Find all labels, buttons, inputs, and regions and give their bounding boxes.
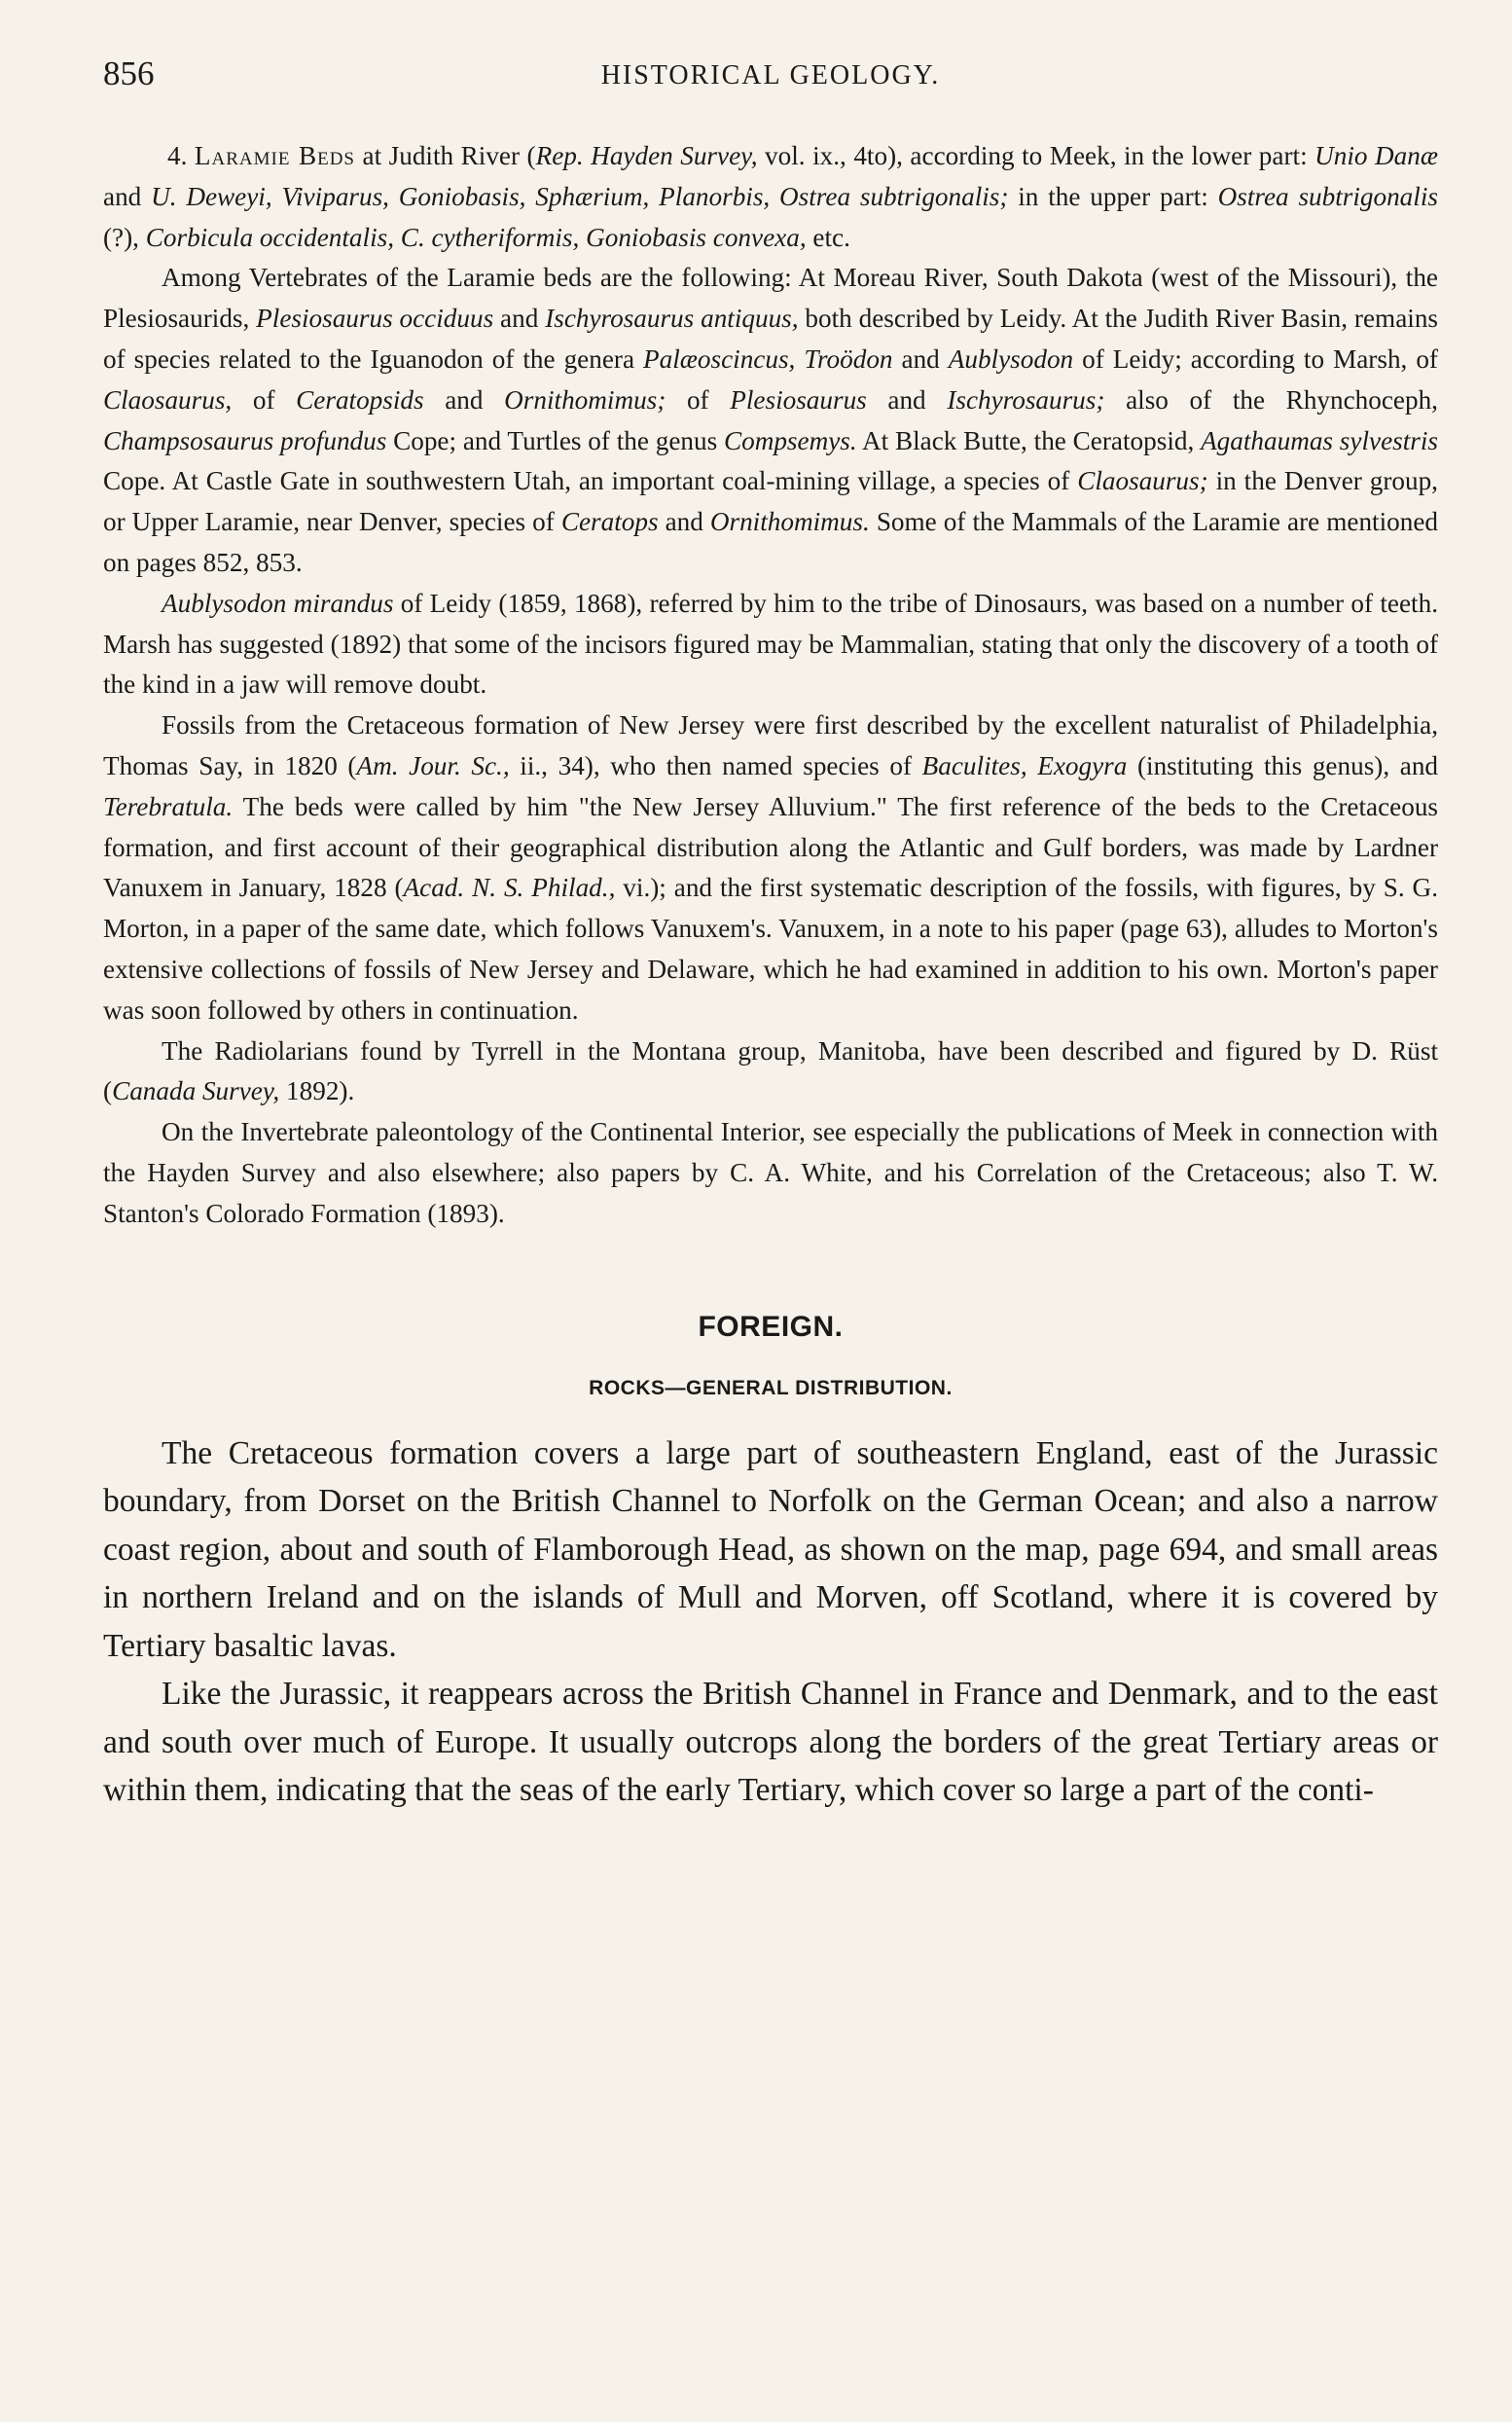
paragraph-aublysodon: Aublysodon mirandus of Leidy (1859, 1868), referred by him to the tribe of Dinosaurs, was based on a number of teeth. Marsh has suggested (1892) that some of the incisors figured may be Mammalian, stating that only the discovery of a tooth of the kind in a jaw will remove doubt.	[103, 588, 1438, 700]
paragraph-like-the-jurassic: Like the Jurassic, it reappears across the British Channel in France and Denmark, and to the east and south over much of Europe. It usually outcrops along the borders of the great Tertiary areas or within them, indicating that the seas of the early Tertiary, which cover so large a part of the conti-	[103, 1676, 1438, 1809]
section-heading: FOREIGN.	[698, 1310, 844, 1343]
subsection-heading: ROCKS—GENERAL DISTRIBUTION.	[589, 1376, 953, 1399]
page-number: 856	[103, 54, 155, 92]
running-head-title: HISTORICAL GEOLOGY.	[600, 60, 941, 90]
paragraph-vertebrates: Among Vertebrates of the Laramie beds are the following: At Moreau River, South Dakota (west of the Missouri), the Plesiosaurids, Plesiosaurus occiduus and Ischyrosaurus antiquus, both described by Leidy. At the Judith River Basin, remains of species related to the Iguanodon of the genera Palæoscincus, Troödon and Aublysodon of Leidy; according to Marsh, of Claosaurus, of Ceratopsids and Ornithomimus; of Plesiosaurus and Ischyrosaurus; also of the Rhynchoceph, Champsosaurus profundus Cope; and Turtles of the genus Compsemys. At Black Butte, the Ceratopsid, Agathaumas sylvestris Cope. At Castle Gate in southwestern Utah, an important coal-mining village, a species of Claosaurus; in the Denver group, or Upper Laramie, near Denver, species of Ceratops and Ornithomimus. Some of the Mammals of the Laramie are mentioned on pages 852, 853.	[103, 263, 1438, 577]
paragraph-invertebrate-paleontology: On the Invertebrate paleontology of the Continental Interior, see especially the publications of Meek in connection with the Hayden Survey and also elsewhere; also papers by C. A. White, and his Correlation of the Cretaceous; also T. W. Stanton's Colorado Formation (1893).	[103, 1117, 1438, 1228]
book-page	[103, 49, 1438, 1815]
paragraph-new-jersey-fossils: Fossils from the Cretaceous formation of New Jersey were first described by the excellent naturalist of Philadelphia, Thomas Say, in 1820 (Am. Jour. Sc., ii., 34), who then named species of Baculites, Exogyra (instituting this genus), and Terebratula. The beds were called by him "the New Jersey Alluvium." The first reference of the beds to the Cretaceous formation, and first account of their geographical distribution along the Atlantic and Gulf borders, was made by Lardner Vanuxem in January, 1828 (Acad. N. S. Philad., vi.); and the first systematic description of the fossils, with figures, by S. G. Morton, in a paper of the same date, which follows Vanuxem's. Vanuxem, in a note to his paper (page 63), alludes to Morton's extensive collections of fossils of New Jersey and Delaware, which he had examined in addition to his own. Morton's paper was soon followed by others in continuation.	[103, 710, 1439, 1025]
paragraph-radiolarians: The Radiolarians found by Tyrrell in the Montana group, Manitoba, have been described and figured by D. Rüst (Canada Survey, 1892).	[103, 1035, 1438, 1106]
paragraph-laramie-beds: 4. Laramie Beds at Judith River (Rep. Hayden Survey, vol. ix., 4to), according to Meek, in the lower part: Unio Danæ and U. Deweyi, Viviparus, Goniobasis, Sphærium, Planorbis, Ostrea subtrigonalis; in the upper part: Ostrea subtrigonalis (?), Corbicula occidentalis, C. cytheriformis, Goniobasis convexa, etc.	[103, 141, 1438, 252]
running-head	[103, 49, 1438, 107]
body-text-small	[103, 136, 1438, 1235]
paragraph-cretaceous-england: The Cretaceous formation covers a large part of southeastern England, east of the Jurassic boundary, from Dorset on the British Channel to Norfolk on the German Ocean; and also a narrow coast region, about and south of Flamborough Head, as shown on the map, page 694, and small areas in northern Ireland and on the islands of Mull and Morven, off Scotland, where it is covered by Tertiary basaltic lavas.	[103, 1434, 1438, 1664]
body-text-large	[103, 1429, 1438, 1815]
